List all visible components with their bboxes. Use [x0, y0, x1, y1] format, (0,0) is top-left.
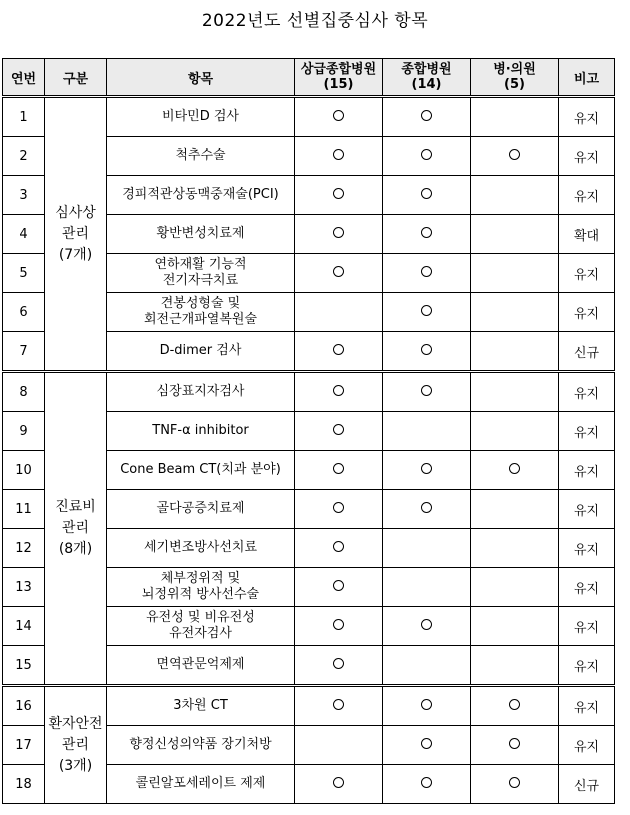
general-cell: [383, 254, 471, 293]
clinic-cell: [471, 176, 559, 215]
clinic-cell: [471, 412, 559, 451]
note-cell: 유지: [559, 607, 615, 646]
item-name: Cone Beam CT(치과 분야): [120, 462, 281, 477]
clinic-cell: [471, 293, 559, 332]
category-label-line3: (3개): [58, 757, 93, 774]
tertiary-cell: [295, 607, 383, 646]
note-cell: 신규: [559, 332, 615, 372]
general-cell: [383, 490, 471, 529]
circle-mark-icon: [333, 502, 344, 513]
circle-mark-icon: [509, 738, 520, 749]
circle-mark-icon: [333, 227, 344, 238]
header-clinic-label: 병·의원: [493, 62, 536, 77]
circle-mark-icon: [333, 149, 344, 160]
clinic-cell: [471, 137, 559, 176]
category-label-line1: 심사상: [55, 204, 96, 221]
item-name: 향정신성의약품 장기처방: [129, 737, 272, 752]
category-label-line3: (7개): [58, 246, 93, 263]
item-cell: [107, 412, 295, 451]
item-name: D-dimer 검사: [159, 343, 242, 358]
circle-mark-icon: [421, 188, 432, 199]
header-category: 구분: [45, 59, 107, 97]
tertiary-cell: [295, 137, 383, 176]
circle-mark-icon: [509, 777, 520, 788]
note-cell: 유지: [559, 372, 615, 412]
circle-mark-icon: [333, 424, 344, 435]
item-cell: [107, 97, 295, 137]
category-label-line3: (8개): [58, 541, 93, 557]
general-cell: [383, 412, 471, 451]
category-label-line1: 환자안전: [48, 715, 103, 732]
item-name: 비타민D 검사: [162, 109, 239, 124]
clinic-cell: [471, 97, 559, 137]
item-name: 뇌정위적 방사선수술: [141, 587, 260, 602]
item-cell: [107, 607, 295, 646]
general-cell: [383, 97, 471, 137]
item-name: 견봉성형술 및: [160, 296, 241, 311]
general-cell: [383, 215, 471, 254]
item-cell: [107, 529, 295, 568]
circle-mark-icon: [509, 699, 520, 710]
circle-mark-icon: [421, 227, 432, 238]
note-cell: 유지: [559, 412, 615, 451]
circle-mark-icon: [421, 266, 432, 277]
item-cell: [107, 765, 295, 804]
circle-mark-icon: [509, 463, 520, 474]
note-cell: 유지: [559, 529, 615, 568]
tertiary-cell: [295, 490, 383, 529]
row-number: 11: [3, 490, 45, 529]
circle-mark-icon: [509, 149, 520, 160]
item-cell: [107, 490, 295, 529]
header-tertiary: [295, 59, 383, 97]
circle-mark-icon: [333, 580, 344, 591]
note-cell: 유지: [559, 451, 615, 490]
general-cell: [383, 451, 471, 490]
note-cell: 유지: [559, 568, 615, 607]
table-row: [3, 97, 615, 137]
circle-mark-icon: [333, 658, 344, 669]
item-cell: [107, 137, 295, 176]
general-cell: [383, 293, 471, 332]
tertiary-cell: [295, 332, 383, 372]
tertiary-cell: [295, 372, 383, 412]
item-name: 연하재활 기능적: [154, 257, 247, 272]
category-cell: [45, 97, 107, 372]
note-cell: 유지: [559, 726, 615, 765]
item-name: 면역관문억제제: [156, 657, 245, 672]
circle-mark-icon: [333, 188, 344, 199]
page-title: 2022년도 선별집중심사 항목: [201, 11, 429, 31]
clinic-cell: [471, 451, 559, 490]
item-name: 체부정위적 및: [160, 571, 241, 586]
tertiary-cell: [295, 451, 383, 490]
circle-mark-icon: [421, 777, 432, 788]
tertiary-cell: [295, 568, 383, 607]
row-number: 9: [3, 412, 45, 451]
circle-mark-icon: [333, 110, 344, 121]
clinic-cell: [471, 568, 559, 607]
category-label-line2: 관리: [61, 736, 90, 753]
general-cell: [383, 686, 471, 726]
general-cell: [383, 726, 471, 765]
general-cell: [383, 646, 471, 686]
header-tertiary-count: (15): [323, 77, 354, 92]
header-tertiary-label: 상급종합병원: [300, 62, 377, 77]
item-name: 전기자극치료: [162, 273, 239, 288]
circle-mark-icon: [421, 305, 432, 316]
note-cell: 신규: [559, 765, 615, 804]
category-label-line2: 관리: [61, 225, 90, 242]
header-no: 연번: [3, 59, 45, 97]
item-name: TNF-α inhibitor: [152, 423, 249, 438]
general-cell: [383, 332, 471, 372]
general-cell: [383, 765, 471, 804]
table-body: [3, 97, 615, 804]
item-name: 심장표지자검사: [156, 384, 245, 399]
circle-mark-icon: [333, 541, 344, 552]
tertiary-cell: [295, 97, 383, 137]
row-number: 10: [3, 451, 45, 490]
circle-mark-icon: [421, 619, 432, 630]
general-cell: [383, 372, 471, 412]
table-row: [3, 686, 615, 726]
table-row: [3, 372, 615, 412]
circle-mark-icon: [421, 344, 432, 355]
category-label-line2: 관리: [61, 520, 90, 536]
note-cell: 유지: [559, 176, 615, 215]
tertiary-cell: [295, 293, 383, 332]
tertiary-cell: [295, 412, 383, 451]
item-name: 세기변조방사선치료: [143, 540, 258, 555]
row-number: 17: [3, 726, 45, 765]
circle-mark-icon: [421, 149, 432, 160]
category-cell: [45, 372, 107, 686]
general-cell: [383, 176, 471, 215]
clinic-cell: [471, 215, 559, 254]
item-name: 경피적관상동맥중재술(PCI): [122, 187, 279, 202]
tertiary-cell: [295, 254, 383, 293]
row-number: 4: [3, 215, 45, 254]
clinic-cell: [471, 726, 559, 765]
tertiary-cell: [295, 726, 383, 765]
note-cell: 유지: [559, 490, 615, 529]
category-cell: [45, 686, 107, 804]
general-cell: [383, 529, 471, 568]
clinic-cell: [471, 254, 559, 293]
clinic-cell: [471, 529, 559, 568]
circle-mark-icon: [421, 502, 432, 513]
note-cell: 유지: [559, 646, 615, 686]
general-cell: [383, 568, 471, 607]
circle-mark-icon: [421, 463, 432, 474]
note-cell: 유지: [559, 254, 615, 293]
general-cell: [383, 607, 471, 646]
clinic-cell: [471, 607, 559, 646]
header-general-label: 종합병원: [401, 62, 452, 77]
note-cell: 유지: [559, 686, 615, 726]
item-name: 3차원 CT: [173, 698, 228, 713]
item-name: 콜린알포세레이트 제제: [135, 776, 266, 791]
item-name: 척추수술: [175, 148, 226, 163]
row-number: 7: [3, 332, 45, 372]
circle-mark-icon: [333, 344, 344, 355]
item-cell: [107, 293, 295, 332]
header-general-count: (14): [411, 77, 442, 92]
tertiary-cell: [295, 686, 383, 726]
header-clinic-count: (5): [504, 77, 525, 92]
row-number: 15: [3, 646, 45, 686]
header-item: 항목: [107, 59, 295, 97]
category-label-line1: 진료비: [55, 499, 96, 515]
circle-mark-icon: [333, 385, 344, 396]
note-cell: 확대: [559, 215, 615, 254]
row-number: 16: [3, 686, 45, 726]
item-cell: [107, 646, 295, 686]
row-number: 18: [3, 765, 45, 804]
clinic-cell: [471, 332, 559, 372]
row-number: 8: [3, 372, 45, 412]
item-name: 유전자검사: [169, 626, 232, 641]
tertiary-cell: [295, 646, 383, 686]
row-number: 3: [3, 176, 45, 215]
tertiary-cell: [295, 529, 383, 568]
clinic-cell: [471, 686, 559, 726]
item-name: 골다공증치료제: [156, 501, 245, 516]
item-name: 황반변성치료제: [156, 226, 245, 241]
item-cell: [107, 332, 295, 372]
header-note: 비고: [559, 59, 615, 97]
item-cell: [107, 726, 295, 765]
tertiary-cell: [295, 215, 383, 254]
circle-mark-icon: [333, 266, 344, 277]
clinic-cell: [471, 372, 559, 412]
row-number: 12: [3, 529, 45, 568]
item-cell: [107, 568, 295, 607]
item-cell: [107, 372, 295, 412]
circle-mark-icon: [421, 385, 432, 396]
circle-mark-icon: [333, 463, 344, 474]
circle-mark-icon: [333, 699, 344, 710]
circle-mark-icon: [333, 619, 344, 630]
item-cell: [107, 176, 295, 215]
clinic-cell: [471, 646, 559, 686]
row-number: 13: [3, 568, 45, 607]
note-cell: 유지: [559, 97, 615, 137]
review-items-table: [2, 58, 615, 804]
header-general: [383, 59, 471, 97]
item-cell: [107, 451, 295, 490]
row-number: 14: [3, 607, 45, 646]
tertiary-cell: [295, 765, 383, 804]
clinic-cell: [471, 490, 559, 529]
item-name: 회전근개파열복원술: [143, 312, 258, 327]
circle-mark-icon: [421, 699, 432, 710]
row-number: 2: [3, 137, 45, 176]
clinic-cell: [471, 765, 559, 804]
circle-mark-icon: [333, 777, 344, 788]
row-number: 5: [3, 254, 45, 293]
item-cell: [107, 254, 295, 293]
item-cell: [107, 686, 295, 726]
circle-mark-icon: [421, 110, 432, 121]
note-cell: 유지: [559, 137, 615, 176]
header-row: [3, 59, 615, 97]
row-number: 6: [3, 293, 45, 332]
item-name: 유전성 및 비유전성: [146, 610, 255, 625]
item-cell: [107, 215, 295, 254]
general-cell: [383, 137, 471, 176]
circle-mark-icon: [421, 738, 432, 749]
row-number: 1: [3, 97, 45, 137]
tertiary-cell: [295, 176, 383, 215]
header-clinic: [471, 59, 559, 97]
note-cell: 유지: [559, 293, 615, 332]
